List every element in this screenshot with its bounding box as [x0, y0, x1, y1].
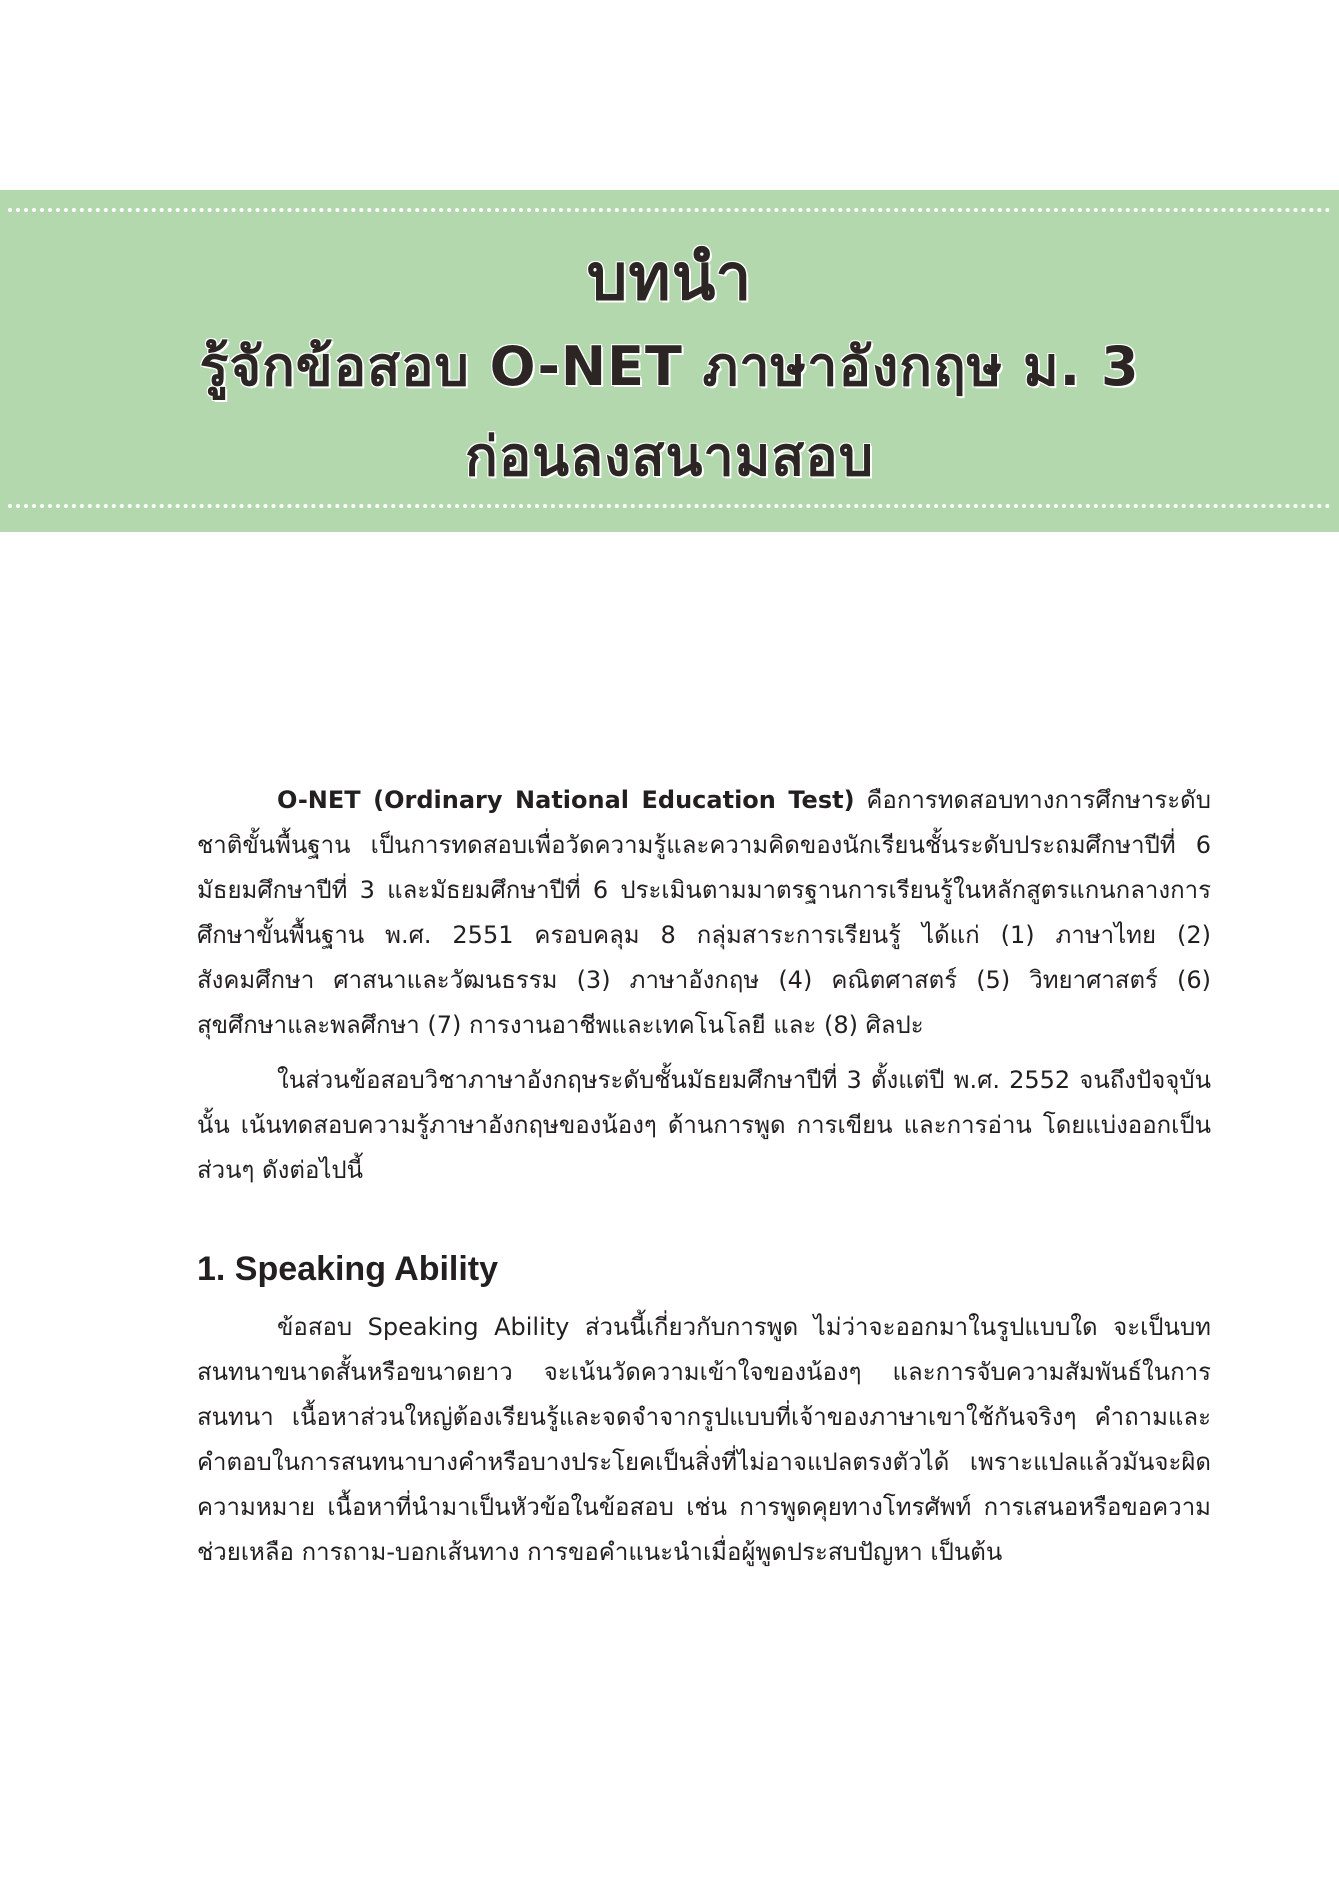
intro-paragraph: [197, 778, 1211, 1048]
page-body: [197, 778, 1211, 1585]
banner-titles: [0, 234, 1339, 502]
speaking-ability-paragraph: ข้อสอบ Speaking Ability ส่วนนี้เกี่ยวกับการพูด ไม่ว่าจะออกมาในรูปแบบใด จะเป็นบทสนทนาขนาดสั้นหรือขนาดยาว จะเน้นวัดความเข้าใจของน้องๆ และการจับความสัมพันธ์ในการสนทนา เนื้อหาส่วนใหญ่ต้องเรียนรู้และจดจำจากรูปแบบที่เจ้าของภาษาเขาใช้กันจริงๆ คำถามและคำตอบในการสนทนาบางคำหรือบางประโยคเป็นสิ่งที่ไม่อาจแปลตรงตัวได้ เพราะแปลแล้วมันจะผิดความหมาย เนื้อหาที่นำมาเป็นหัวข้อในข้อสอบ เช่น การพูดคุยทางโทรศัพท์ การเสนอหรือขอความช่วยเหลือ การถาม-บอกเส้นทาง การขอคำแนะนำเมื่อผู้พูดประสบปัญหา เป็นต้น: [197, 1313, 1211, 1566]
intro-term: O-NET (Ordinary National Education Test): [277, 786, 855, 814]
chapter-subtitle-line2: ก่อนลงสนามสอบ: [465, 425, 874, 488]
section-heading-speaking-ability: 1. Speaking Ability: [197, 1250, 499, 1288]
intro-text: คือการทดสอบทางการศึกษาระดับชาติขั้นพื้นฐาน เป็นการทดสอบเพื่อวัดความรู้และความคิดของนักเรียนชั้นระดับประถมศึกษาปีที่ 6 มัธยมศึกษาปีที่ 3 และมัธยมศึกษาปีที่ 6 ประเมินตามมาตรฐานการเรียนรู้ในหลักสูตรแกนกลางการศึกษาขั้นพื้นฐาน พ.ศ. 2551 ครอบคลุม 8 กลุ่มสาระการเรียนรู้ ได้แก่ (1) ภาษาไทย (2) สังคมศึกษา ศาสนาและวัฒนธรรม (3) ภาษาอังกฤษ (4) คณิตศาสตร์ (5) วิทยาศาสตร์ (6) สุขศึกษาและพลศึกษา (7) การงานอาชีพและเทคโนโลยี และ (8) ศิลปะ: [197, 786, 1212, 1039]
second-paragraph: ในส่วนข้อสอบวิชาภาษาอังกฤษระดับชั้นมัธยมศึกษาปีที่ 3 ตั้งแต่ปี พ.ศ. 2552 จนถึงปัจจุบันนั้น เน้นทดสอบความรู้ภาษาอังกฤษของน้องๆ ด้านการพูด การเขียน และการอ่าน โดยแบ่งออกเป็นส่วนๆ ดังต่อไปนี้: [197, 1066, 1211, 1184]
banner-dotted-border-bottom: [8, 504, 1331, 508]
chapter-subtitle-line1: รู้จักข้อสอบ O-NET ภาษาอังกฤษ ม. 3: [199, 335, 1140, 398]
chapter-title-banner: [0, 190, 1339, 532]
chapter-title: บทนำ: [586, 241, 753, 315]
banner-dotted-border-top: [8, 208, 1331, 212]
